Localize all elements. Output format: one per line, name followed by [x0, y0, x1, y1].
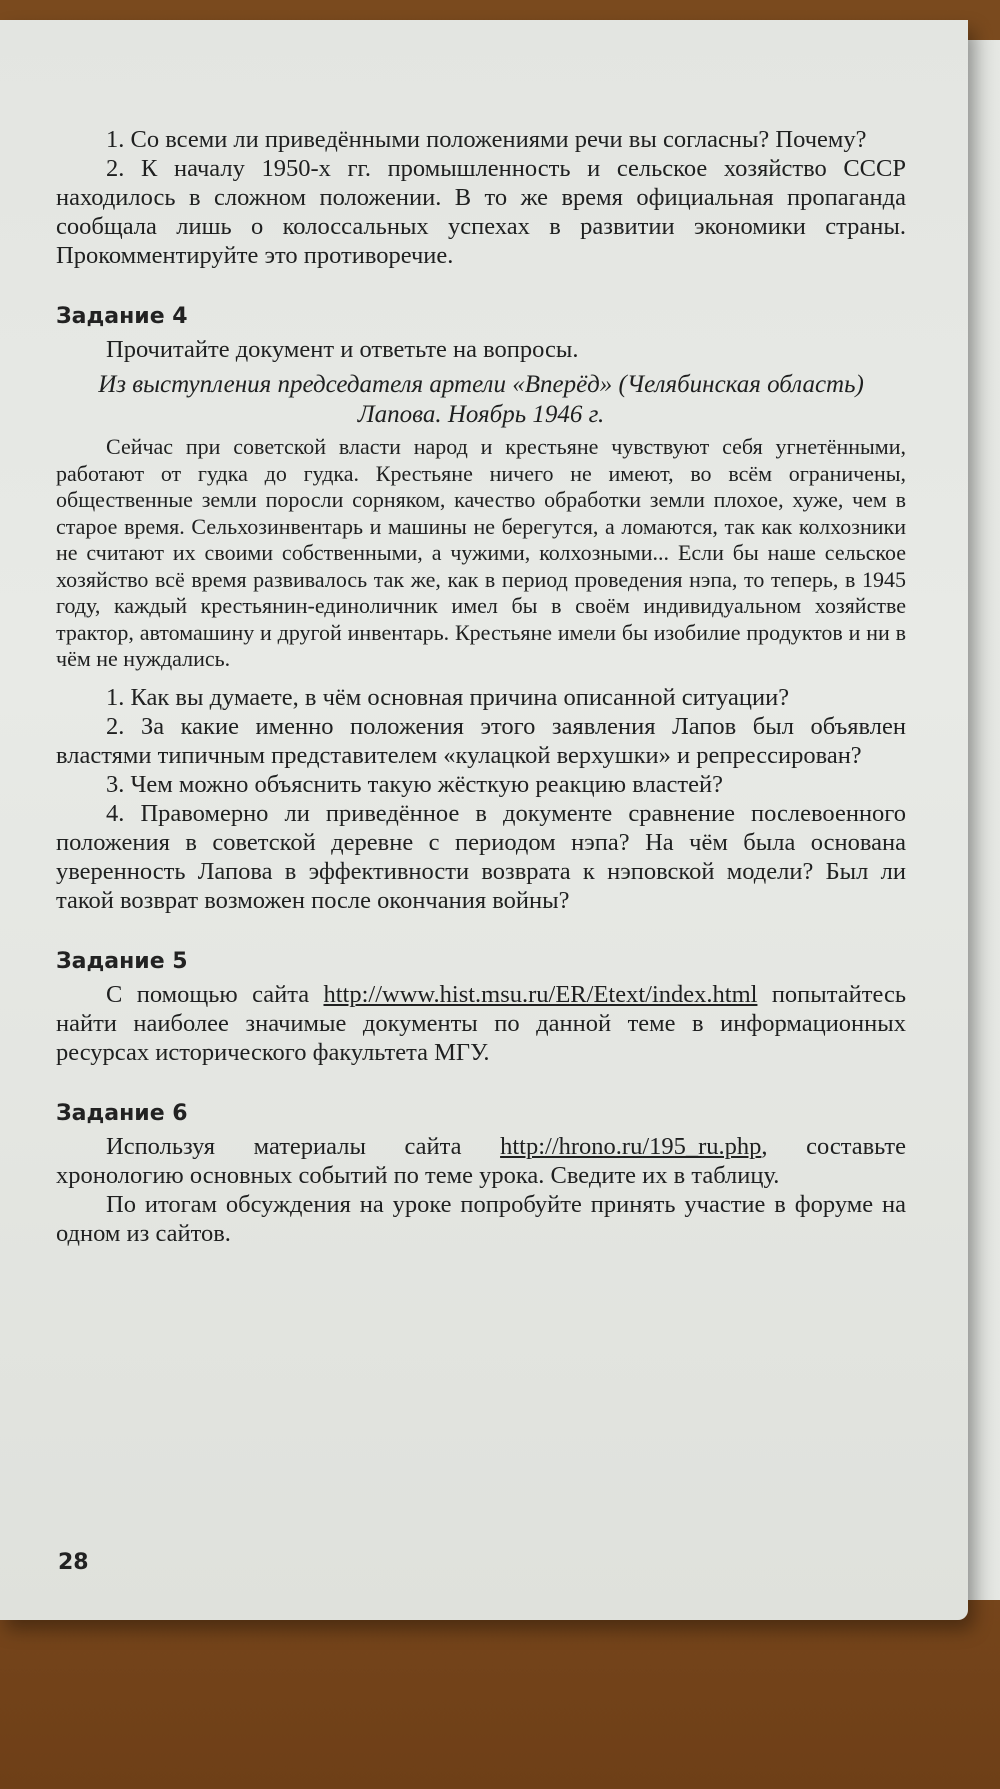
task-6-closing: По итогам обсуждения на уроке попробуйте принять участие в форуме на одном из сайтов.: [56, 1190, 906, 1247]
page-content: [56, 125, 906, 1248]
task-4-question-4: 4. Правомерно ли приведённое в документе сравнение послевоенного положения в советской деревне с периодом нэпа? На чём была основана уверенность Лапова в эффективности возврата к нэповской модели? Был ли такой возврат возможен после окончания войны?: [56, 799, 906, 914]
task-4-heading: Задание 4: [56, 304, 188, 329]
intro-question-2: 2. К началу 1950-х гг. промышленность и сельское хозяйство СССР находилось в сложном положении. В то же время официальная пропаганда сообщала лишь о колоссальных успехах в развитии экономики страны. Прокомментируйте это противоречие.: [56, 155, 906, 269]
task-6-heading: Задание 6: [56, 1100, 188, 1126]
task-4-section: [56, 302, 906, 915]
intro-question-1: 1. Со всеми ли приведёнными положениями речи вы согласны? Почему?: [106, 126, 867, 153]
task-4-question-3: 3. Чем можно объяснить такую жёсткую реакцию властей?: [106, 770, 723, 798]
task-6-text-before: Используя материалы сайта: [106, 1132, 501, 1160]
document-body: [56, 434, 906, 673]
task-5-text: [56, 980, 906, 1067]
document-text: Сейчас при советской власти народ и крестьяне чувствуют себя угнетёнными, работают от гудка до гудка. Крестьяне ничего не имеют, во всём ограничены, общественные земли поросли сорняком, качество обработки земли плохое, хуже, чем в старое время. Сельхозинвентарь и машины не берегутся, а ломаются, так как колхозники не считают их своими собственными, а чужими, колхозными... Если бы наше сельское хозяйство всё время развивалось так же, как в период проведения нэпа, то теперь, в 1945 году, каждый крестьянин-единоличник имел бы в своём индивидуальном хозяйстве трактор, автомашину и другой инвентарь. Крестьяне имели бы изобилие продуктов и ни в чём не нуждались.: [56, 434, 906, 671]
task-5-heading: Задание 5: [56, 948, 188, 974]
task-6-text: [56, 1132, 906, 1190]
task-5-text-after: попытайтесь найти наиболее значимые документы по данной теме в информационных ресурсах исторического факультета МГУ.: [56, 980, 906, 1066]
task-4-question-1: 1. Как вы думаете, в чём основная причина описанной ситуации?: [106, 683, 790, 711]
hist-msu-link[interactable]: http://www.hist.msu.ru/ER/Etext/index.html: [323, 980, 758, 1008]
page-number: 28: [58, 1550, 89, 1575]
task-4-instruction: Прочитайте документ и ответьте на вопросы.: [106, 336, 579, 363]
task-4-question-2: 2. За какие именно положения этого заявления Лапов был объявлен властями типичным представителем «кулацкой верхушки» и репрессирован?: [56, 712, 906, 769]
task-5-section: [56, 947, 906, 1067]
task-5-text-before: С помощью сайта: [106, 980, 324, 1008]
task-6-section: [56, 1099, 906, 1248]
book-page: [0, 20, 968, 1620]
hrono-link[interactable]: http://hrono.ru/195_ru.php: [500, 1132, 762, 1160]
document-title: Из выступления председателя артели «Вперёд» (Челябинская область) Лапова. Ноябрь 1946 г.: [98, 371, 864, 428]
task-6-text-after: , составьте хронологию основных событий по теме урока. Сведите их в таблицу.: [56, 1132, 906, 1189]
